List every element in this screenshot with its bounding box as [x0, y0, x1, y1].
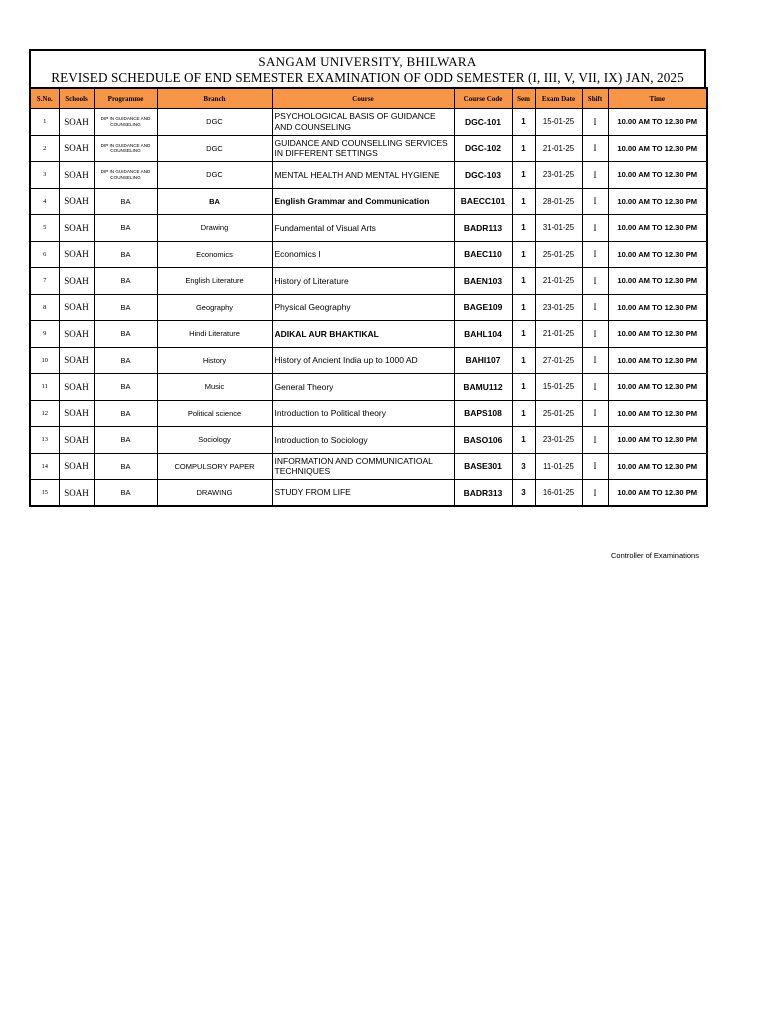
cell-course-code: BAECC101	[454, 188, 512, 215]
table-row	[30, 268, 707, 295]
schedule-title: REVISED SCHEDULE OF END SEMESTER EXAMINATION OF ODD SEMESTER (I, III, V, VII, IX) JAN, 2025	[51, 70, 684, 85]
cell-exam-date: 16-01-25	[535, 480, 582, 507]
controller-signature-label: Controller of Examinations	[611, 551, 699, 560]
cell-course-code: DGC-102	[454, 135, 512, 162]
cell-exam-date: 28-01-25	[535, 188, 582, 215]
cell-course: MENTAL HEALTH AND MENTAL HYGIENE	[272, 162, 454, 189]
cell-programme: BA	[94, 294, 157, 321]
cell-programme: BA	[94, 427, 157, 454]
cell-course-code: BASE301	[454, 453, 512, 480]
cell-sem: 1	[512, 241, 535, 268]
cell-sno: 7	[30, 268, 59, 295]
cell-branch: DGC	[157, 162, 272, 189]
cell-course: English Grammar and Communication	[272, 188, 454, 215]
cell-course-code: BADR113	[454, 215, 512, 242]
table-row	[30, 215, 707, 242]
table-row	[30, 400, 707, 427]
cell-branch: Hindi Literature	[157, 321, 272, 348]
table-row	[30, 109, 707, 136]
cell-sno: 8	[30, 294, 59, 321]
cell-course: History of Literature	[272, 268, 454, 295]
cell-branch: DRAWING	[157, 480, 272, 507]
cell-branch: Political science	[157, 400, 272, 427]
cell-exam-date: 15-01-25	[535, 109, 582, 136]
table-row	[30, 321, 707, 348]
cell-time: 10.00 AM TO 12.30 PM	[608, 321, 707, 348]
cell-course: History of Ancient India up to 1000 AD	[272, 347, 454, 374]
cell-shift: I	[582, 135, 608, 162]
cell-sem: 1	[512, 188, 535, 215]
cell-time: 10.00 AM TO 12.30 PM	[608, 400, 707, 427]
cell-sno: 5	[30, 215, 59, 242]
cell-course: Fundamental of Visual Arts	[272, 215, 454, 242]
cell-shift: I	[582, 400, 608, 427]
table-header-row	[30, 88, 707, 109]
cell-branch: COMPULSORY PAPER	[157, 453, 272, 480]
cell-sno: 4	[30, 188, 59, 215]
col-header-programme: Programme	[94, 88, 157, 109]
cell-shift: I	[582, 427, 608, 454]
cell-time: 10.00 AM TO 12.30 PM	[608, 374, 707, 401]
cell-shift: I	[582, 347, 608, 374]
col-header-branch: Branch	[157, 88, 272, 109]
cell-sno: 1	[30, 109, 59, 136]
cell-sno: 10	[30, 347, 59, 374]
title-block	[29, 49, 706, 87]
col-header-sno: S.No.	[30, 88, 59, 109]
cell-sem: 1	[512, 321, 535, 348]
cell-programme: DIP IN GUIDANCE AND COUNSELING	[94, 162, 157, 189]
cell-course-code: BAEC110	[454, 241, 512, 268]
cell-branch: Drawing	[157, 215, 272, 242]
table-row	[30, 162, 707, 189]
table-row	[30, 427, 707, 454]
cell-branch: Sociology	[157, 427, 272, 454]
cell-sem: 1	[512, 268, 535, 295]
cell-sno: 3	[30, 162, 59, 189]
cell-branch: Economics	[157, 241, 272, 268]
cell-time: 10.00 AM TO 12.30 PM	[608, 268, 707, 295]
cell-school: SOAH	[59, 109, 94, 136]
cell-branch: Geography	[157, 294, 272, 321]
table-body	[30, 109, 707, 507]
cell-time: 10.00 AM TO 12.30 PM	[608, 347, 707, 374]
cell-course: PSYCHOLOGICAL BASIS OF GUIDANCE AND COUNSELING	[272, 109, 454, 136]
cell-exam-date: 25-01-25	[535, 241, 582, 268]
cell-branch: DGC	[157, 109, 272, 136]
cell-sem: 1	[512, 400, 535, 427]
cell-course-code: BAHI107	[454, 347, 512, 374]
cell-programme: BA	[94, 480, 157, 507]
cell-shift: I	[582, 162, 608, 189]
table-row	[30, 241, 707, 268]
cell-course: INFORMATION AND COMMUNICATIOAL TECHNIQUES	[272, 453, 454, 480]
cell-exam-date: 27-01-25	[535, 347, 582, 374]
cell-course-code: BASO106	[454, 427, 512, 454]
cell-time: 10.00 AM TO 12.30 PM	[608, 241, 707, 268]
cell-sno: 14	[30, 453, 59, 480]
cell-sno: 11	[30, 374, 59, 401]
cell-course: Physical Geography	[272, 294, 454, 321]
cell-programme: BA	[94, 400, 157, 427]
cell-school: SOAH	[59, 294, 94, 321]
cell-shift: I	[582, 374, 608, 401]
cell-time: 10.00 AM TO 12.30 PM	[608, 480, 707, 507]
cell-course-code: BAHL104	[454, 321, 512, 348]
cell-course: GUIDANCE AND COUNSELLING SERVICES IN DIFFERENT SETTINGS	[272, 135, 454, 162]
cell-sem: 1	[512, 427, 535, 454]
cell-exam-date: 11-01-25	[535, 453, 582, 480]
cell-branch: DGC	[157, 135, 272, 162]
cell-exam-date: 31-01-25	[535, 215, 582, 242]
cell-programme: BA	[94, 268, 157, 295]
cell-exam-date: 23-01-25	[535, 162, 582, 189]
cell-sem: 1	[512, 162, 535, 189]
cell-programme: BA	[94, 347, 157, 374]
col-header-schools: Schools	[59, 88, 94, 109]
cell-shift: I	[582, 294, 608, 321]
cell-sem: 1	[512, 109, 535, 136]
cell-time: 10.00 AM TO 12.30 PM	[608, 135, 707, 162]
cell-school: SOAH	[59, 480, 94, 507]
cell-school: SOAH	[59, 188, 94, 215]
cell-course-code: DGC-101	[454, 109, 512, 136]
cell-shift: I	[582, 241, 608, 268]
cell-shift: I	[582, 109, 608, 136]
cell-exam-date: 21-01-25	[535, 268, 582, 295]
cell-school: SOAH	[59, 400, 94, 427]
cell-sno: 6	[30, 241, 59, 268]
cell-course-code: DGC-103	[454, 162, 512, 189]
cell-shift: I	[582, 268, 608, 295]
col-header-time: Time	[608, 88, 707, 109]
col-header-shift: Shift	[582, 88, 608, 109]
cell-sem: 1	[512, 215, 535, 242]
cell-course-code: BAPS108	[454, 400, 512, 427]
cell-school: SOAH	[59, 321, 94, 348]
col-header-sem: Sem	[512, 88, 535, 109]
col-header-exam-date: Exam Date	[535, 88, 582, 109]
cell-school: SOAH	[59, 215, 94, 242]
cell-sem: 3	[512, 480, 535, 507]
cell-sem: 1	[512, 347, 535, 374]
cell-course: Economics I	[272, 241, 454, 268]
cell-exam-date: 21-01-25	[535, 135, 582, 162]
schedule-sheet	[29, 49, 706, 507]
university-name: SANGAM UNIVERSITY, BHILWARA	[258, 54, 477, 69]
cell-sno: 15	[30, 480, 59, 507]
cell-school: SOAH	[59, 427, 94, 454]
cell-time: 10.00 AM TO 12.30 PM	[608, 427, 707, 454]
cell-programme: DIP IN GUIDANCE AND COUNSELING	[94, 109, 157, 136]
cell-school: SOAH	[59, 162, 94, 189]
cell-school: SOAH	[59, 453, 94, 480]
cell-exam-date: 23-01-25	[535, 427, 582, 454]
cell-programme: BA	[94, 374, 157, 401]
cell-branch: Music	[157, 374, 272, 401]
cell-sem: 1	[512, 294, 535, 321]
cell-branch: History	[157, 347, 272, 374]
cell-course-code: BAEN103	[454, 268, 512, 295]
table-row	[30, 188, 707, 215]
table-row	[30, 453, 707, 480]
table-row	[30, 135, 707, 162]
cell-sno: 2	[30, 135, 59, 162]
cell-time: 10.00 AM TO 12.30 PM	[608, 109, 707, 136]
cell-course: Introduction to Political theory	[272, 400, 454, 427]
cell-sno: 12	[30, 400, 59, 427]
cell-branch: BA	[157, 188, 272, 215]
cell-time: 10.00 AM TO 12.30 PM	[608, 453, 707, 480]
cell-time: 10.00 AM TO 12.30 PM	[608, 162, 707, 189]
table-row	[30, 374, 707, 401]
table-row	[30, 294, 707, 321]
cell-course: Introduction to Sociology	[272, 427, 454, 454]
cell-exam-date: 21-01-25	[535, 321, 582, 348]
cell-school: SOAH	[59, 241, 94, 268]
cell-shift: I	[582, 321, 608, 348]
cell-shift: I	[582, 188, 608, 215]
cell-shift: I	[582, 215, 608, 242]
cell-school: SOAH	[59, 268, 94, 295]
cell-school: SOAH	[59, 135, 94, 162]
col-header-course: Course	[272, 88, 454, 109]
cell-exam-date: 23-01-25	[535, 294, 582, 321]
cell-sno: 9	[30, 321, 59, 348]
col-header-course-code: Course Code	[454, 88, 512, 109]
cell-sem: 1	[512, 374, 535, 401]
cell-course-code: BAGE109	[454, 294, 512, 321]
cell-school: SOAH	[59, 374, 94, 401]
cell-branch: English Literature	[157, 268, 272, 295]
cell-programme: BA	[94, 321, 157, 348]
table-row	[30, 480, 707, 507]
cell-school: SOAH	[59, 347, 94, 374]
cell-sno: 13	[30, 427, 59, 454]
cell-exam-date: 15-01-25	[535, 374, 582, 401]
cell-programme: DIP IN GUIDANCE AND COUNSELING	[94, 135, 157, 162]
cell-shift: I	[582, 480, 608, 507]
cell-programme: BA	[94, 215, 157, 242]
cell-time: 10.00 AM TO 12.30 PM	[608, 188, 707, 215]
table-row	[30, 347, 707, 374]
cell-programme: BA	[94, 241, 157, 268]
cell-time: 10.00 AM TO 12.30 PM	[608, 294, 707, 321]
exam-schedule-table	[29, 87, 708, 507]
cell-sem: 1	[512, 135, 535, 162]
cell-exam-date: 25-01-25	[535, 400, 582, 427]
cell-shift: I	[582, 453, 608, 480]
cell-course-code: BAMU112	[454, 374, 512, 401]
cell-course: General Theory	[272, 374, 454, 401]
cell-course: STUDY FROM LIFE	[272, 480, 454, 507]
cell-course-code: BADR313	[454, 480, 512, 507]
cell-course: ADIKAL AUR BHAKTIKAL	[272, 321, 454, 348]
cell-sem: 3	[512, 453, 535, 480]
cell-programme: BA	[94, 453, 157, 480]
cell-programme: BA	[94, 188, 157, 215]
cell-time: 10.00 AM TO 12.30 PM	[608, 215, 707, 242]
